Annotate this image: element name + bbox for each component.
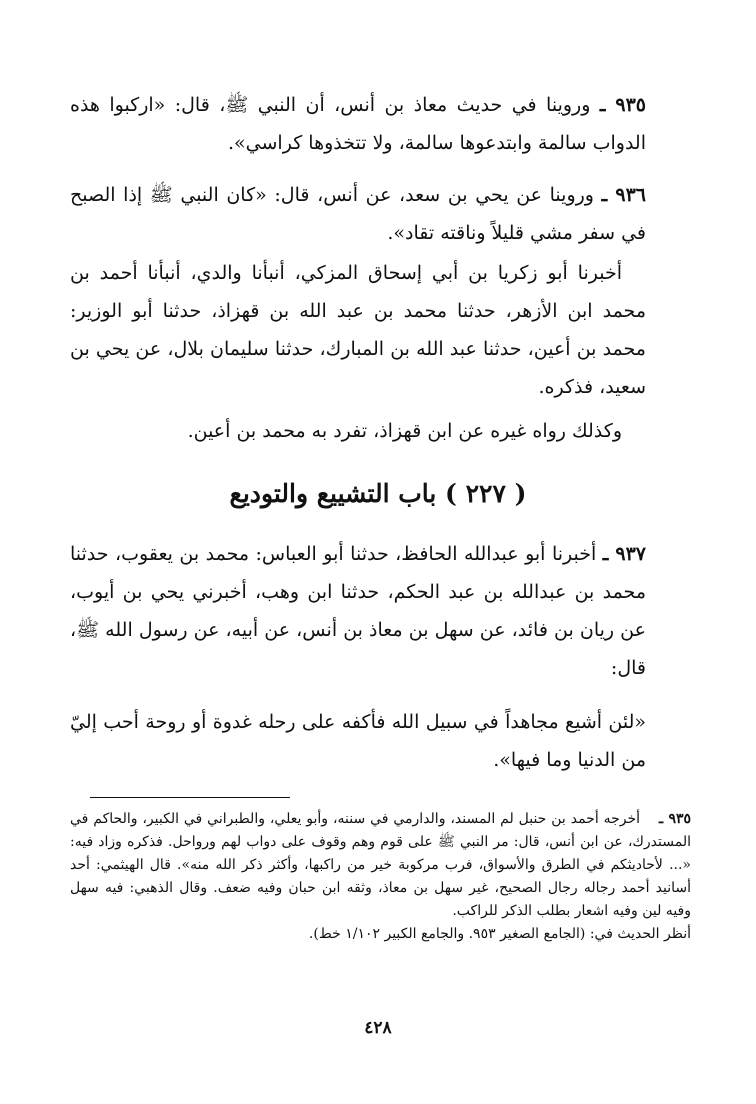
hadith-935-number: ٩٣٥ ـ — [599, 94, 646, 116]
footnote-number: ٩٣٥ ـ — [658, 811, 691, 827]
hadith-937-number: ٩٣٧ ـ — [602, 543, 646, 565]
isnad-paragraph — [70, 254, 646, 406]
chapter-heading: ( ٢٢٧ ) باب التشييع والتوديع — [229, 479, 527, 508]
hadith-935 — [70, 86, 646, 162]
hadith-936-number: ٩٣٦ ـ — [601, 184, 646, 206]
closing-line — [70, 412, 646, 450]
footnote — [70, 808, 691, 946]
hadith-935-text: وروينا في حديث معاذ بن أنس، أن النبي ﷺ، قال: «اركبوا هذه الدواب سالمة وابتدعوها سالمة، ولا تتخذوها كراسي». — [70, 94, 646, 154]
hadith-937-text: أخبرنا أبو عبدالله الحافظ، حدثنا أبو العباس: محمد بن يعقوب، حدثنا محمد بن عبدالله بن عبد الحكم، حدثنا ابن وهب، أخبرني يحي بن أيوب، عن ريان بن فائد، عن سهل بن معاذ بن أنس، عن أبيه، عن رسول الله ﷺ، قال: — [70, 543, 646, 679]
footnote-divider — [90, 797, 290, 798]
page-number: ٤٢٨ — [364, 1018, 392, 1038]
closing-text: وكذلك رواه غيره عن ابن قهزاذ، تفرد به محمد بن أعين. — [187, 420, 622, 442]
isnad-text: أخبرنا أبو زكريا بن أبي إسحاق المزكي، أنبأنا والدي، أنبأنا أحمد بن محمد ابن الأزهر، حدثنا محمد بن عبد الله بن قهزاذ، حدثنا أبو الوزير: محمد بن أعين، حدثنا عبد الله بن المبارك، حدثنا سليمان بلال، عن يحي بن سعيد، فذكره. — [70, 262, 646, 398]
hadith-936-text: وروينا عن يحي بن سعد، عن أنس، قال: «كان النبي ﷺ إذا الصبح في سفر مشي قليلاً وناقته تقاد». — [70, 184, 646, 244]
hadith-936 — [70, 176, 646, 252]
hadith-937 — [70, 535, 646, 779]
footnote-reference: أنظر الحديث في: (الجامع الصغير ٩٥٣. والجامع الكبير ١/١٠٢ خط). — [308, 926, 691, 942]
footnote-text: أخرجه أحمد بن حنبل لم المسند، والدارمي في سننه، وأبو يعلي، والطبراني في الكبير، والحاكم في المستدرك، عن ابن أنس، قال: مر النبي ﷺ على قوم وهم وقوف على دواب لهم ورواحل. فذكره وزاد فيه: «... لأحاديثكم في الطرق والأسواق، فرب مركوبة خير من راكبها، وأكثر ذكر الله منه». قال الهيثمي: أحد أسانيد أحمد رجاله رجال الصحيح، غير سهل بن معاذ، وثقه ابن حبان وفيه ضعف. وقال الذهبي: فيه سهل وفيه لين وفيه اشعار بطلب الذكر للراكب. — [70, 811, 691, 919]
hadith-937-quote: «لئن أشيع مجاهداً في سبيل الله فأكفه على رحله غدوة أو روحة أحب إليّ من الدنيا وما فيها». — [70, 711, 646, 771]
